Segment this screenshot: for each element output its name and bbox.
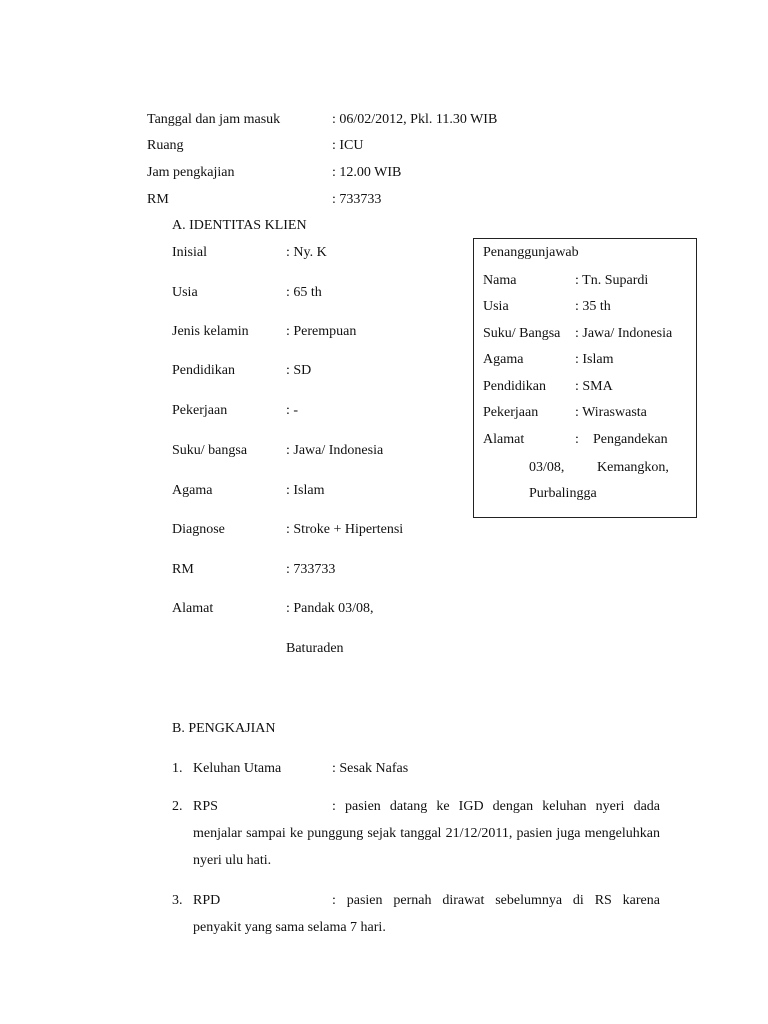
rpd-paragraph xyxy=(193,887,660,941)
pj-alamat-line1: Pengandekan xyxy=(593,432,668,447)
identitas-label: Diagnose xyxy=(172,522,225,537)
item-number: 2. xyxy=(172,799,183,814)
pj-alamat-line2b: Kemangkon, xyxy=(597,460,669,475)
rpd-label: RPD xyxy=(193,893,221,908)
keluhan-utama-label: Keluhan Utama xyxy=(193,761,282,776)
identitas-label: RM xyxy=(172,562,194,577)
header-value-rm: : 733733 xyxy=(332,192,382,207)
rps-paragraph xyxy=(193,793,660,874)
item-number: 1. xyxy=(172,761,183,776)
header-value-tanggal: : 06/02/2012, Pkl. 11.30 WIB xyxy=(332,112,498,127)
pj-alamat-colon: : xyxy=(575,432,579,447)
pj-value: : Jawa/ Indonesia xyxy=(575,326,673,341)
header-label-tanggal: Tanggal dan jam masuk xyxy=(147,112,281,127)
keluhan-utama-value: : Sesak Nafas xyxy=(332,761,409,776)
identitas-value: : SD xyxy=(286,363,312,378)
identitas-label: Usia xyxy=(172,285,198,300)
pj-label: Suku/ Bangsa xyxy=(483,326,561,341)
rps-text: : pasien datang ke IGD dengan keluhan nyeri dada menjalar sampai ke punggung sejak tanggal 21/12/2011, pasien juga mengeluhkan nyeri ulu hati. xyxy=(193,799,660,868)
pj-label: Usia xyxy=(483,299,509,314)
identitas-label: Agama xyxy=(172,483,213,498)
header-label-jam: Jam pengkajian xyxy=(147,165,235,180)
identitas-value: : Islam xyxy=(286,483,325,498)
identitas-label: Alamat xyxy=(172,601,214,616)
section-b-title: B. PENGKAJIAN xyxy=(172,721,276,736)
pj-alamat-label: Alamat xyxy=(483,432,525,447)
identitas-label: Suku/ bangsa xyxy=(172,443,248,458)
identitas-value: : Perempuan xyxy=(286,324,357,339)
identitas-alamat-line2: Baturaden xyxy=(286,641,344,656)
pj-value: : Islam xyxy=(575,352,614,367)
identitas-value: : Ny. K xyxy=(286,245,327,260)
identitas-value: : Pandak 03/08, xyxy=(286,601,374,616)
pj-value: : 35 th xyxy=(575,299,611,314)
identitas-label: Pendidikan xyxy=(172,363,235,378)
identitas-value: : - xyxy=(286,403,299,418)
identitas-label: Pekerjaan xyxy=(172,403,228,418)
header-value-ruang: : ICU xyxy=(332,138,364,153)
item-number: 3. xyxy=(172,893,183,908)
pj-alamat-line2a: 03/08, xyxy=(529,460,565,475)
identitas-value: : Jawa/ Indonesia xyxy=(286,443,384,458)
header-label-ruang: Ruang xyxy=(147,138,184,153)
rpd-text: : pasien pernah dirawat sebelumnya di RS karena penyakit yang sama selama 7 hari. xyxy=(193,893,660,935)
pj-label: Pendidikan xyxy=(483,379,546,394)
identitas-label: Jenis kelamin xyxy=(172,324,249,339)
header-label-rm: RM xyxy=(147,192,169,207)
penanggungjawab-title: Penanggunjawab xyxy=(483,245,579,260)
header-value-jam: : 12.00 WIB xyxy=(332,165,402,180)
pj-alamat-line3: Purbalingga xyxy=(529,486,597,501)
pj-value: : Tn. Supardi xyxy=(575,273,649,288)
identitas-value: : 65 th xyxy=(286,285,322,300)
pj-label: Agama xyxy=(483,352,524,367)
pj-value: : Wiraswasta xyxy=(575,405,647,420)
section-a-title: A. IDENTITAS KLIEN xyxy=(172,218,307,233)
pj-label: Nama xyxy=(483,273,517,288)
pj-label: Pekerjaan xyxy=(483,405,539,420)
pj-value: : SMA xyxy=(575,379,613,394)
rps-label: RPS xyxy=(193,799,218,814)
identitas-label: Inisial xyxy=(172,245,207,260)
identitas-value: : Stroke + Hipertensi xyxy=(286,522,404,537)
identitas-value: : 733733 xyxy=(286,562,336,577)
